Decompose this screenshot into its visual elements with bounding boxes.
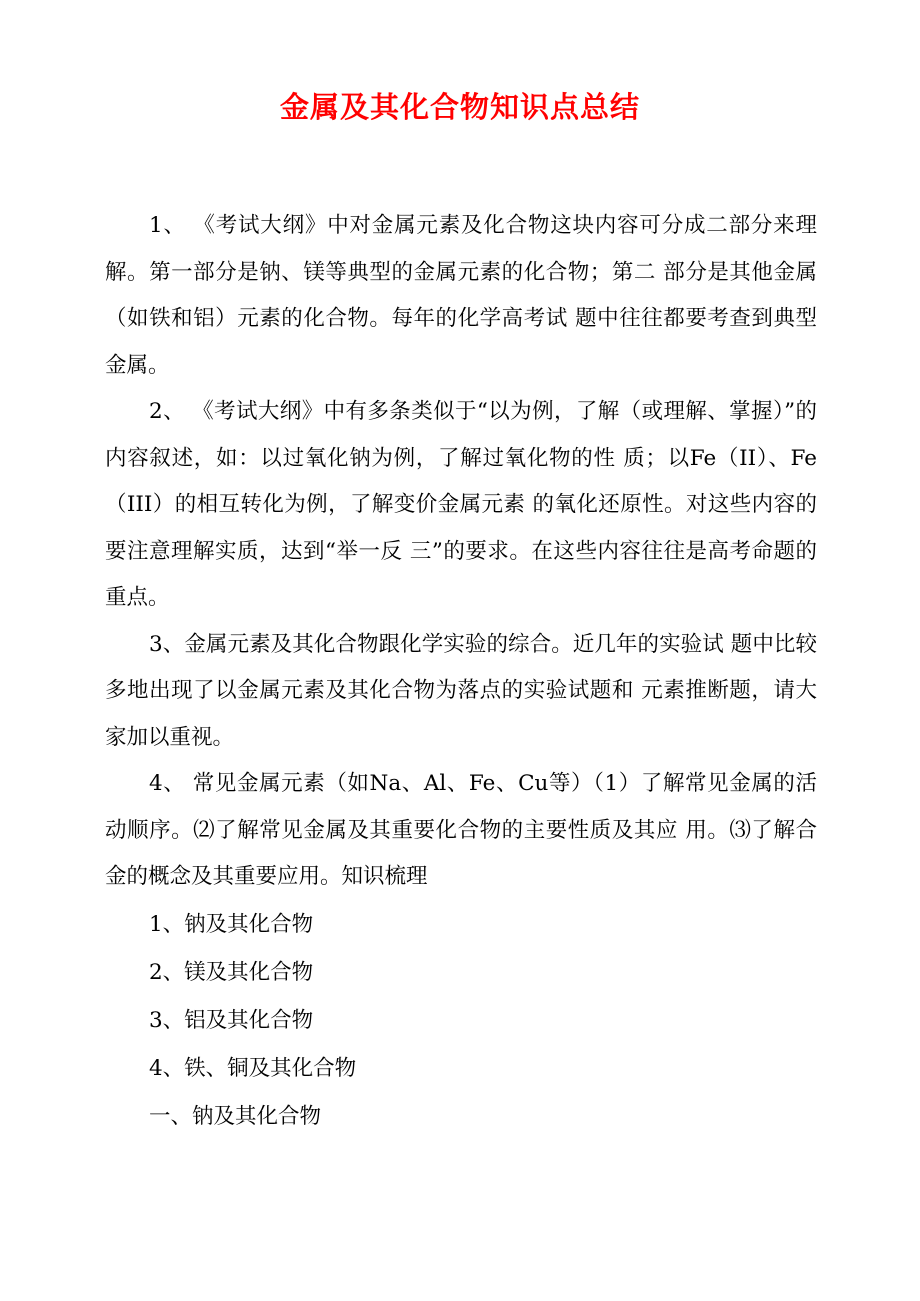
paragraph-2: 2、 《考试大纲》中有多条类似于“以为例，了解（或理解、掌握）”的内容叙述，如：以过氧化钠为例，了解过氧化物的性 质；以Fe（II）、Fe （III）的相互转化为例，了解变价金属元素 的氧化还原性。对这些内容的要注意理解实质，达到“举一反 三”的要求。在这些内容往往是高考命题的重点。	[105, 399, 817, 610]
paragraph-1: 1、 《考试大纲》中对金属元素及化合物这块内容可分成二部分来理解。第一部分是钠、镁等典型的金属元素的化合物；第二 部分是其他金属（如铁和铝）元素的化合物。每年的化学高考试 题中往往都要考查到典型金属。	[105, 213, 817, 378]
list-item-aluminum: 3、铝及其化合物	[149, 1007, 314, 1033]
list-item-sodium: 1、钠及其化合物	[149, 911, 314, 937]
paragraph-3: 3、金属元素及其化合物跟化学实验的综合。近几年的实验试 题中比较多地出现了以金属元素及其化合物为落点的实验试题和 元素推断题，请大家加以重视。	[105, 631, 817, 750]
document-body	[105, 203, 817, 1141]
section-heading-sodium: 一、钠及其化合物	[149, 1103, 322, 1129]
list-item-magnesium: 2、镁及其化合物	[149, 959, 314, 985]
list-item-iron-copper: 4、铁、铜及其化合物	[149, 1055, 357, 1081]
paragraph-4: 4、 常见金属元素（如Na、Al、Fe、Cu等）（1）了解常见金属的活动顺序。⑵了解常见金属及其重要化合物的主要性质及其应 用。⑶了解合金的概念及其重要应用。知识梳理	[105, 771, 817, 889]
document-title: 金属及其化合物知识点总结	[279, 90, 640, 124]
